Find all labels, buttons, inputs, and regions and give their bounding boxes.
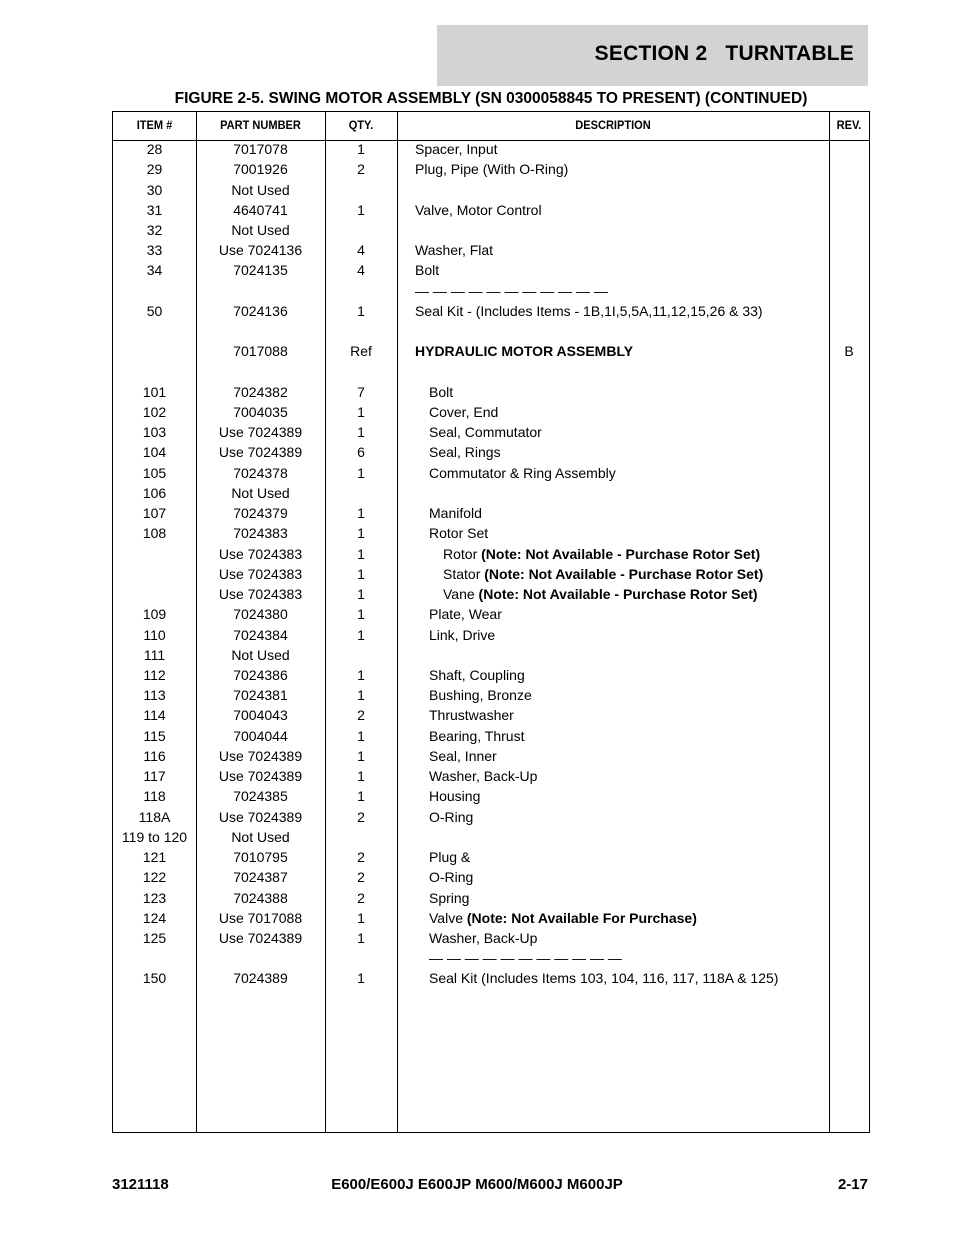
description-text: Plug & xyxy=(429,849,471,866)
table-row xyxy=(113,847,869,867)
quantity: 1 xyxy=(357,565,365,582)
part-number: 7004044 xyxy=(233,727,288,744)
part-number: 7024379 xyxy=(233,505,288,522)
description xyxy=(415,159,827,179)
table-row xyxy=(113,888,869,908)
table-row xyxy=(113,281,869,301)
description xyxy=(415,847,841,867)
description-text: Seal Kit (Includes Items 103, 104, 116, 117, 118A & 125) xyxy=(429,970,779,987)
description-text: Rotor xyxy=(443,545,482,562)
item-number: 102 xyxy=(142,404,167,420)
quantity: 1 xyxy=(357,930,365,946)
description xyxy=(415,786,841,806)
description-text: Bolt xyxy=(429,383,454,400)
quantity: 1 xyxy=(357,727,365,744)
section-header-band xyxy=(437,25,868,86)
table-row xyxy=(113,422,869,442)
part-number: Not Used xyxy=(231,221,290,238)
description xyxy=(415,382,841,402)
item-number: 116 xyxy=(143,747,166,764)
table-row xyxy=(113,645,869,665)
description-text: Rotor Set xyxy=(429,525,489,542)
table-row xyxy=(113,402,869,422)
description xyxy=(415,564,855,584)
description-text: — — — — — — — — — — — xyxy=(429,950,622,967)
item-number: 150 xyxy=(142,970,167,987)
description-text: Bearing, Thrust xyxy=(429,727,525,744)
table-row xyxy=(113,564,869,584)
part-number: Use 7024389 xyxy=(218,930,303,946)
table-row xyxy=(113,928,869,948)
table-row xyxy=(113,321,869,341)
quantity: 1 xyxy=(357,768,365,785)
table-row xyxy=(113,362,869,382)
description-text: Plate, Wear xyxy=(429,606,502,623)
quantity: 1 xyxy=(357,404,365,420)
description xyxy=(415,888,841,908)
item-number: 50 xyxy=(146,302,163,319)
quantity: 4 xyxy=(357,242,365,259)
part-number: 7017078 xyxy=(233,141,288,157)
quantity: 1 xyxy=(357,525,365,542)
description-text: Seal, Inner xyxy=(429,747,497,764)
part-number: 7024136 xyxy=(233,302,288,319)
table-row xyxy=(113,726,869,746)
item-number: 109 xyxy=(142,606,167,623)
quantity: 1 xyxy=(357,687,365,704)
column-header-part-number: PART NUMBER xyxy=(220,118,301,132)
description xyxy=(415,442,841,462)
part-number: Use 7024389 xyxy=(218,424,303,441)
table-row xyxy=(113,200,869,220)
column-header-rev: REV. xyxy=(836,118,862,132)
item-number: 123 xyxy=(142,889,167,906)
description-text: Valve, Motor Control xyxy=(415,201,542,218)
item-number: 124 xyxy=(142,909,167,926)
description-text: Seal, Rings xyxy=(429,444,501,461)
table-row xyxy=(113,968,869,988)
part-number: Not Used xyxy=(231,646,290,663)
part-number: 7024386 xyxy=(233,667,288,683)
part-number: Use 7024389 xyxy=(218,808,303,825)
footer-doc-number: 3121118 xyxy=(112,1176,169,1193)
section-title: SECTION 2 TURNTABLE xyxy=(594,42,854,65)
part-number: 7004035 xyxy=(233,404,288,420)
item-number: 115 xyxy=(143,727,166,744)
part-number: 7024388 xyxy=(233,889,288,906)
table-row xyxy=(113,584,869,604)
part-number: 7024380 xyxy=(233,606,288,623)
table-row xyxy=(113,948,869,968)
description-note: (Note: Not Available For Purchase) xyxy=(466,909,697,926)
item-number: 30 xyxy=(146,181,163,198)
table-row xyxy=(113,260,869,280)
table-row xyxy=(113,523,869,543)
description-text: Bolt xyxy=(415,262,440,279)
item-number: 106 xyxy=(142,484,167,501)
table-row xyxy=(113,908,869,928)
quantity: 1 xyxy=(357,141,365,157)
description xyxy=(415,422,841,442)
quantity: 1 xyxy=(357,545,365,562)
part-number: 7024387 xyxy=(233,869,288,886)
table-row xyxy=(113,807,869,827)
item-number: 103 xyxy=(142,424,167,441)
description xyxy=(415,240,827,260)
description-text: Spacer, Input xyxy=(415,141,498,157)
quantity: 1 xyxy=(357,464,365,481)
quantity: 1 xyxy=(357,747,365,764)
part-number: 7024382 xyxy=(233,383,288,400)
quantity: 6 xyxy=(357,444,365,461)
description xyxy=(415,463,841,483)
part-number: Not Used xyxy=(231,828,290,845)
description xyxy=(415,685,841,705)
description-text: Washer, Back-Up xyxy=(429,930,538,946)
item-number: 125 xyxy=(142,930,167,946)
item-number: 105 xyxy=(142,464,167,481)
item-number: 117 xyxy=(143,768,166,785)
column-header-description: DESCRIPTION xyxy=(575,118,651,132)
part-number: 7024378 xyxy=(233,464,288,481)
table-row xyxy=(113,301,869,321)
quantity: 2 xyxy=(357,808,365,825)
item-number: 107 xyxy=(142,505,167,522)
quantity: 2 xyxy=(357,849,365,866)
description xyxy=(415,665,841,685)
part-number: Not Used xyxy=(231,484,290,501)
item-number: 118A xyxy=(138,808,171,825)
quantity: 2 xyxy=(357,161,365,178)
table-row xyxy=(113,442,869,462)
figure-title: FIGURE 2-5. SWING MOTOR ASSEMBLY (SN 0300058845 TO PRESENT) (CONTINUED) xyxy=(174,90,808,107)
footer-models: E600/E600J E600JP M600/M600J M600JP xyxy=(331,1176,623,1193)
item-number: 101 xyxy=(142,383,167,400)
part-number: Use 7024136 xyxy=(218,242,303,259)
table-row xyxy=(113,685,869,705)
table-row xyxy=(113,786,869,806)
description xyxy=(415,584,855,604)
description xyxy=(415,766,841,786)
description xyxy=(415,544,855,564)
quantity: 2 xyxy=(357,869,365,886)
table-row xyxy=(113,705,869,725)
description-text: O-Ring xyxy=(429,869,474,886)
part-number: 7024383 xyxy=(233,525,288,542)
item-number: 110 xyxy=(143,626,166,643)
description xyxy=(415,625,841,645)
part-number: Use 7017088 xyxy=(218,909,303,926)
table-row xyxy=(113,766,869,786)
description xyxy=(415,139,827,159)
item-number: 119 to 120 xyxy=(121,828,188,845)
table-row xyxy=(113,240,869,260)
description-text: Spring xyxy=(429,889,470,906)
description-text: Washer, Flat xyxy=(415,242,494,259)
table-row xyxy=(113,220,869,240)
item-number: 28 xyxy=(146,141,163,157)
description-note: (Note: Not Available - Purchase Rotor Set) xyxy=(481,545,761,562)
item-number: 34 xyxy=(146,262,163,279)
description xyxy=(415,928,841,948)
quantity: 7 xyxy=(357,383,365,400)
description-text: Housing xyxy=(429,788,481,805)
quantity: 1 xyxy=(357,586,365,603)
table-row xyxy=(113,827,869,847)
description xyxy=(415,523,841,543)
description-text: Bushing, Bronze xyxy=(429,687,532,704)
part-number: 7024381 xyxy=(233,687,288,704)
quantity: 1 xyxy=(357,626,365,643)
description-text: — — — — — — — — — — — xyxy=(415,282,608,299)
description-text: Link, Drive xyxy=(429,626,496,643)
quantity: 1 xyxy=(357,909,365,926)
item-number: 31 xyxy=(146,201,163,218)
item-number: 32 xyxy=(146,221,163,238)
table-row xyxy=(113,867,869,887)
item-number: 112 xyxy=(143,667,166,683)
part-number: 7024385 xyxy=(233,788,288,805)
item-number: 118 xyxy=(143,788,166,805)
description xyxy=(415,402,841,422)
description-text: Seal, Commutator xyxy=(429,424,542,441)
description xyxy=(415,281,827,301)
parts-table xyxy=(112,111,870,1133)
quantity: Ref xyxy=(350,343,372,360)
description-text: Thrustwasher xyxy=(429,707,514,724)
description-note: (Note: Not Available - Purchase Rotor Set) xyxy=(478,586,758,603)
table-row xyxy=(113,544,869,564)
table-row xyxy=(113,483,869,503)
quantity: 1 xyxy=(357,302,365,319)
description xyxy=(415,503,841,523)
item-number: 104 xyxy=(142,444,167,461)
description-text: Commutator & Ring Assembly xyxy=(429,464,616,481)
description-note: (Note: Not Available - Purchase Rotor Set) xyxy=(484,565,764,582)
description-text: Plug, Pipe (With O-Ring) xyxy=(415,161,569,178)
quantity: 4 xyxy=(357,262,365,279)
column-header-item: ITEM # xyxy=(136,118,173,132)
part-number: 7024384 xyxy=(233,626,288,643)
table-row xyxy=(113,341,869,361)
item-number: 108 xyxy=(142,525,167,542)
table-row xyxy=(113,665,869,685)
quantity: 1 xyxy=(357,606,365,623)
description-text: Shaft, Coupling xyxy=(429,667,525,683)
part-number: 7004043 xyxy=(233,707,288,724)
item-number: 113 xyxy=(143,687,166,704)
description-text: Washer, Back-Up xyxy=(429,768,538,785)
column-header-qty: QTY. xyxy=(348,118,374,132)
item-number: 29 xyxy=(146,161,163,178)
table-row xyxy=(113,746,869,766)
quantity: 2 xyxy=(357,889,365,906)
quantity: 1 xyxy=(357,788,365,805)
description xyxy=(415,301,827,321)
table-row xyxy=(113,139,869,159)
table-row xyxy=(113,159,869,179)
item-number: 114 xyxy=(143,707,166,724)
footer-page-number: 2-17 xyxy=(837,1176,868,1193)
description xyxy=(415,726,841,746)
table-row xyxy=(113,503,869,523)
description-text: Valve xyxy=(429,909,467,926)
description-text: O-Ring xyxy=(429,808,474,825)
description xyxy=(415,341,827,361)
description xyxy=(415,948,841,968)
item-number: 121 xyxy=(142,849,167,866)
part-number: 4640741 xyxy=(233,201,288,218)
description xyxy=(415,604,841,624)
quantity: 1 xyxy=(357,970,365,987)
part-number: Use 7024383 xyxy=(218,586,303,603)
quantity: 2 xyxy=(357,707,365,724)
description-text: Manifold xyxy=(429,505,482,522)
description-text: Cover, End xyxy=(429,404,499,420)
revision: B xyxy=(844,343,854,360)
quantity: 1 xyxy=(357,424,365,441)
table-row xyxy=(113,604,869,624)
description xyxy=(415,867,841,887)
table-row xyxy=(113,382,869,402)
item-number: 33 xyxy=(146,242,163,259)
quantity: 1 xyxy=(357,667,365,683)
table-row xyxy=(113,180,869,200)
description xyxy=(415,200,827,220)
description xyxy=(415,807,841,827)
description xyxy=(415,260,827,280)
description xyxy=(415,968,841,988)
part-number: Use 7024389 xyxy=(218,444,303,461)
description-text: Vane xyxy=(443,586,479,603)
part-number: 7017088 xyxy=(233,343,288,360)
description-text: Stator xyxy=(443,565,485,582)
part-number: Use 7024383 xyxy=(218,545,303,562)
part-number: 7024135 xyxy=(233,262,288,279)
part-number: Use 7024389 xyxy=(218,768,303,785)
quantity: 1 xyxy=(357,201,365,218)
part-number: 7010795 xyxy=(233,849,288,866)
quantity: 1 xyxy=(357,505,365,522)
item-number: 122 xyxy=(142,869,167,886)
part-number: 7001926 xyxy=(233,161,288,178)
description-text: Seal Kit - (Includes Items - 1B,1I,5,5A,11,12,15,26 & 33) xyxy=(415,302,763,319)
description-text: HYDRAULIC MOTOR ASSEMBLY xyxy=(415,343,634,360)
part-number: Not Used xyxy=(231,181,290,198)
part-number: Use 7024389 xyxy=(218,747,303,764)
table-row xyxy=(113,625,869,645)
table-row xyxy=(113,463,869,483)
description xyxy=(415,746,841,766)
part-number: 7024389 xyxy=(233,970,288,987)
description xyxy=(415,705,841,725)
item-number: 111 xyxy=(143,646,166,663)
description xyxy=(415,908,841,928)
part-number: Use 7024383 xyxy=(218,565,303,582)
